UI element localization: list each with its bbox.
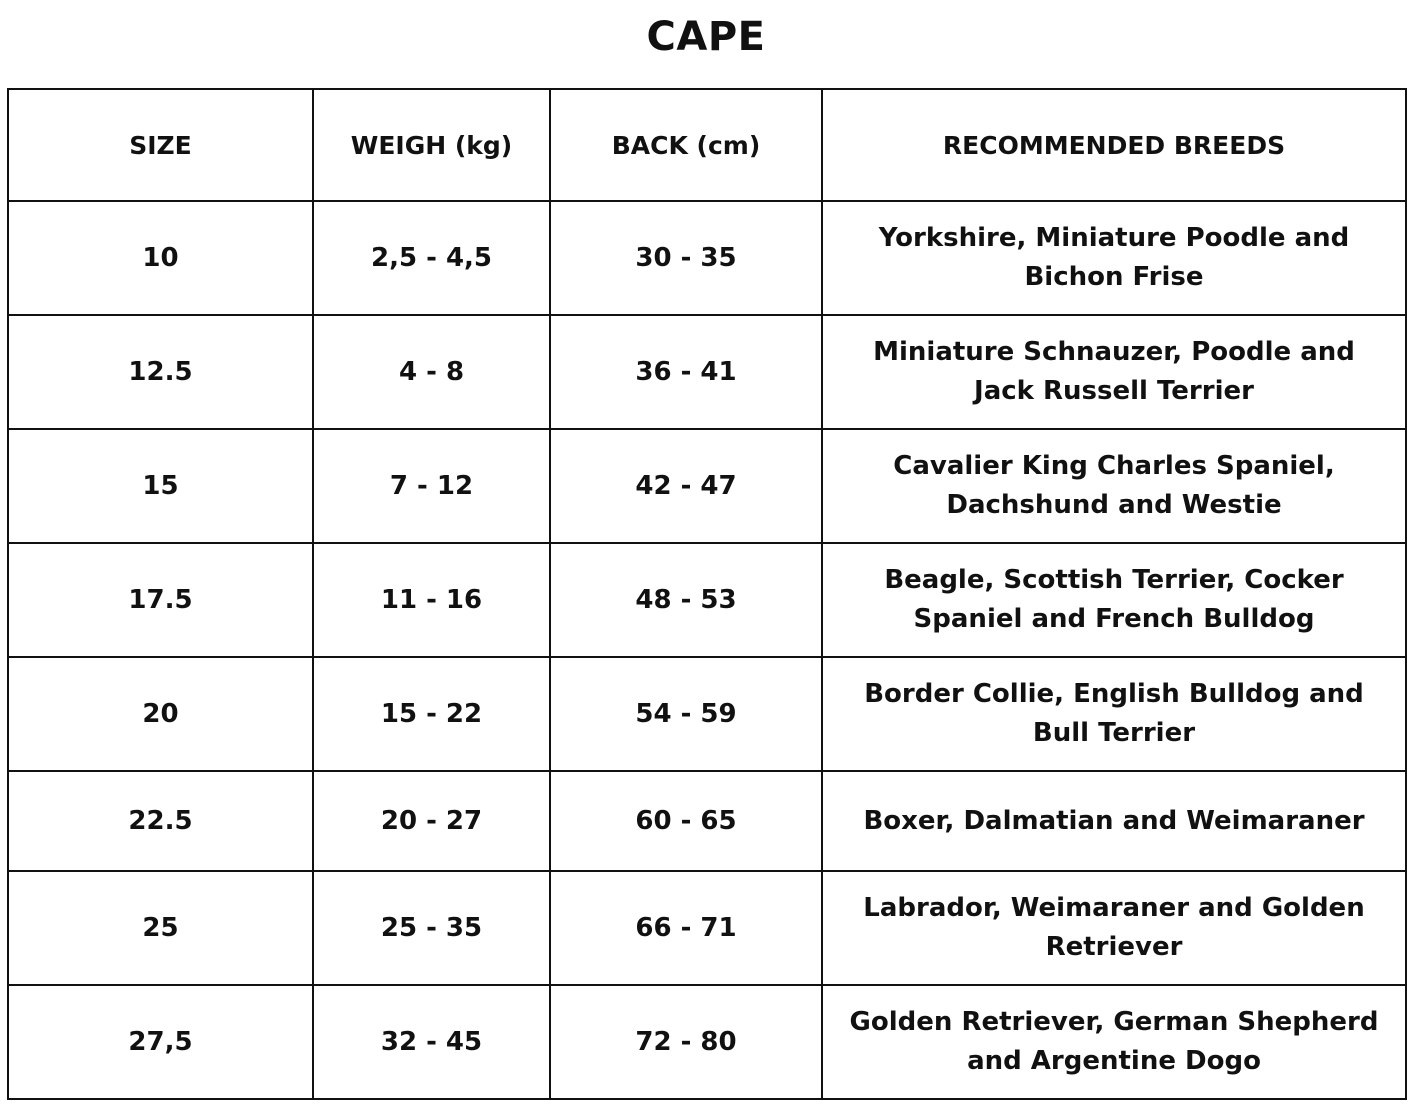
header-weigh: WEIGH (kg)	[313, 89, 550, 201]
cell-breeds: Labrador, Weimaraner and Golden Retriever	[822, 871, 1406, 985]
page-title: CAPE	[646, 14, 766, 60]
cell-weigh: 25 - 35	[313, 871, 550, 985]
cell-back: 60 - 65	[550, 771, 822, 871]
table-row	[8, 771, 1406, 871]
cell-size: 15	[8, 429, 313, 543]
cell-weigh: 2,5 - 4,5	[313, 201, 550, 315]
cell-breeds: Boxer, Dalmatian and Weimaraner	[822, 771, 1406, 871]
cell-weigh: 7 - 12	[313, 429, 550, 543]
table-header-row	[8, 89, 1406, 201]
table-row	[8, 201, 1406, 315]
cell-weigh: 4 - 8	[313, 315, 550, 429]
cell-back: 30 - 35	[550, 201, 822, 315]
cell-back: 48 - 53	[550, 543, 822, 657]
cell-size: 27,5	[8, 985, 313, 1099]
cell-size: 22.5	[8, 771, 313, 871]
cell-breeds: Yorkshire, Miniature Poodle and Bichon Frise	[822, 201, 1406, 315]
cell-size: 17.5	[8, 543, 313, 657]
cell-weigh: 11 - 16	[313, 543, 550, 657]
cell-weigh: 20 - 27	[313, 771, 550, 871]
cell-breeds: Border Collie, English Bulldog and Bull Terrier	[822, 657, 1406, 771]
table-row	[8, 985, 1406, 1099]
cell-back: 72 - 80	[550, 985, 822, 1099]
header-back: BACK (cm)	[550, 89, 822, 201]
cell-size: 12.5	[8, 315, 313, 429]
cell-breeds: Beagle, Scottish Terrier, Cocker Spaniel and French Bulldog	[822, 543, 1406, 657]
cell-weigh: 15 - 22	[313, 657, 550, 771]
table-row	[8, 429, 1406, 543]
cell-breeds: Golden Retriever, German Shepherd and Argentine Dogo	[822, 985, 1406, 1099]
cell-back: 42 - 47	[550, 429, 822, 543]
table-row	[8, 315, 1406, 429]
cell-weigh: 32 - 45	[313, 985, 550, 1099]
cell-back: 36 - 41	[550, 315, 822, 429]
cell-breeds: Miniature Schnauzer, Poodle and Jack Russell Terrier	[822, 315, 1406, 429]
header-size: SIZE	[8, 89, 313, 201]
cell-back: 66 - 71	[550, 871, 822, 985]
cell-size: 20	[8, 657, 313, 771]
table-row	[8, 657, 1406, 771]
cell-size: 10	[8, 201, 313, 315]
cell-back: 54 - 59	[550, 657, 822, 771]
cell-breeds: Cavalier King Charles Spaniel, Dachshund and Westie	[822, 429, 1406, 543]
table-row	[8, 871, 1406, 985]
table-row	[8, 543, 1406, 657]
header-recommended-breeds: RECOMMENDED BREEDS	[822, 89, 1406, 201]
cell-size: 25	[8, 871, 313, 985]
size-chart-table	[7, 88, 1407, 1100]
